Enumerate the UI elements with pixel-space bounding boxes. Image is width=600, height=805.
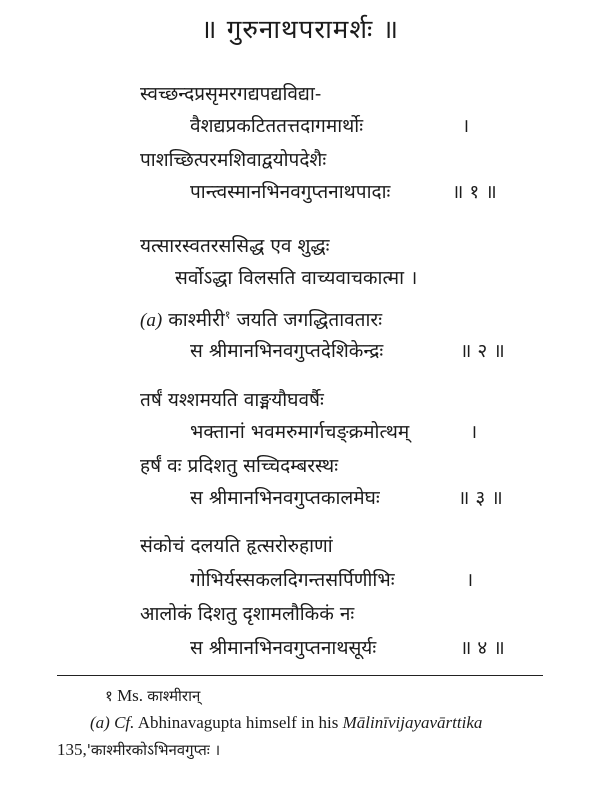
verse-1-line-2: वैशद्यप्रकटिततत्तदागमार्थोः	[190, 115, 364, 137]
verse-1-danda: ।	[462, 115, 470, 137]
verse-3-line-4: स श्रीमानभिनवगुप्तकालमेघः	[190, 487, 380, 509]
footnote-a-work: Mālinīvijayavārttika	[342, 713, 483, 732]
footnote-1-abbrev: Ms.	[117, 686, 144, 705]
verse-4-line-4: स श्रीमानभिनवगुप्तनाथसूर्यः	[190, 637, 377, 659]
footnote-1-reading: काश्मीरान्	[147, 687, 201, 705]
verse-4-line-3: आलोकं दिशतु दृशामलौकिकं नः	[140, 603, 355, 625]
verse-1-line-3: पाशच्छित्परमशिवाद्वयोपदेशैः	[140, 149, 327, 171]
verse-2-label: (a)	[140, 310, 163, 331]
verse-2-line-4: स श्रीमानभिनवगुप्तदेशिकेन्द्रः	[190, 340, 384, 362]
footnote-1	[105, 686, 200, 706]
verse-2-number: ॥ २ ॥	[460, 340, 505, 362]
verse-4-danda: ।	[466, 569, 474, 591]
verse-3-number: ॥ ३ ॥	[458, 487, 503, 509]
footnote-a-cf: Cf.	[114, 713, 135, 732]
verse-4-number: ॥ ४ ॥	[460, 637, 505, 659]
verse-3-line-2: भक्तानां भवमरुमार्गचङ्क्रमोत्थम्	[190, 421, 410, 443]
page-title: ॥ गुरुनाथपरामर्शः ॥	[200, 15, 400, 45]
footnote-a-text: Abhinavagupta himself in his	[137, 713, 339, 732]
verse-4-line-1: संकोचं दलयति हृत्सरोरुहाणां	[140, 535, 333, 557]
verse-4-line-2: गोभिर्यस्सकलदिगन्तसर्पिणीभिः	[190, 569, 395, 591]
footnote-1-number: १	[105, 687, 113, 705]
footnote-a-line-2	[57, 740, 220, 760]
verse-3-danda: ।	[470, 421, 478, 443]
verse-2-line-3	[140, 306, 382, 332]
footnote-rule	[57, 675, 543, 676]
verse-2-line-3-rest: जयति जगद्धितावतारः	[236, 309, 383, 331]
verse-3-line-3: हर्षं वः प्रदिशतु सच्चिदम्बरस्थः	[140, 455, 339, 477]
verse-3-line-1: तर्षं यश्शमयति वाङ्मयौघवर्षैः	[140, 389, 324, 411]
footnote-a-line-1	[90, 713, 482, 733]
footnote-a-page: 135,	[57, 740, 87, 759]
verse-1-line-1: स्वच्छन्दप्रसृमरगद्यपद्यविद्या-	[140, 83, 322, 105]
verse-2-line-1: यत्सारस्वतरससिद्ध एव शुद्धः	[140, 235, 330, 257]
verse-2-line-2: सर्वोऽद्धा विलसति वाच्यवाचकात्मा ।	[175, 267, 418, 289]
footnote-a-quote: 'काश्मीरकोऽभिनवगुप्तः ।	[86, 741, 221, 759]
verse-2-line-3-start: काश्मीरी	[168, 309, 225, 331]
verse-1-number: ॥ १ ॥	[452, 181, 497, 203]
footnote-a-label: (a)	[90, 713, 110, 732]
verse-1-line-4: पान्त्वस्मानभिनवगुप्तनाथपादाः	[190, 181, 391, 203]
footnote-1-marker: १	[224, 308, 231, 322]
